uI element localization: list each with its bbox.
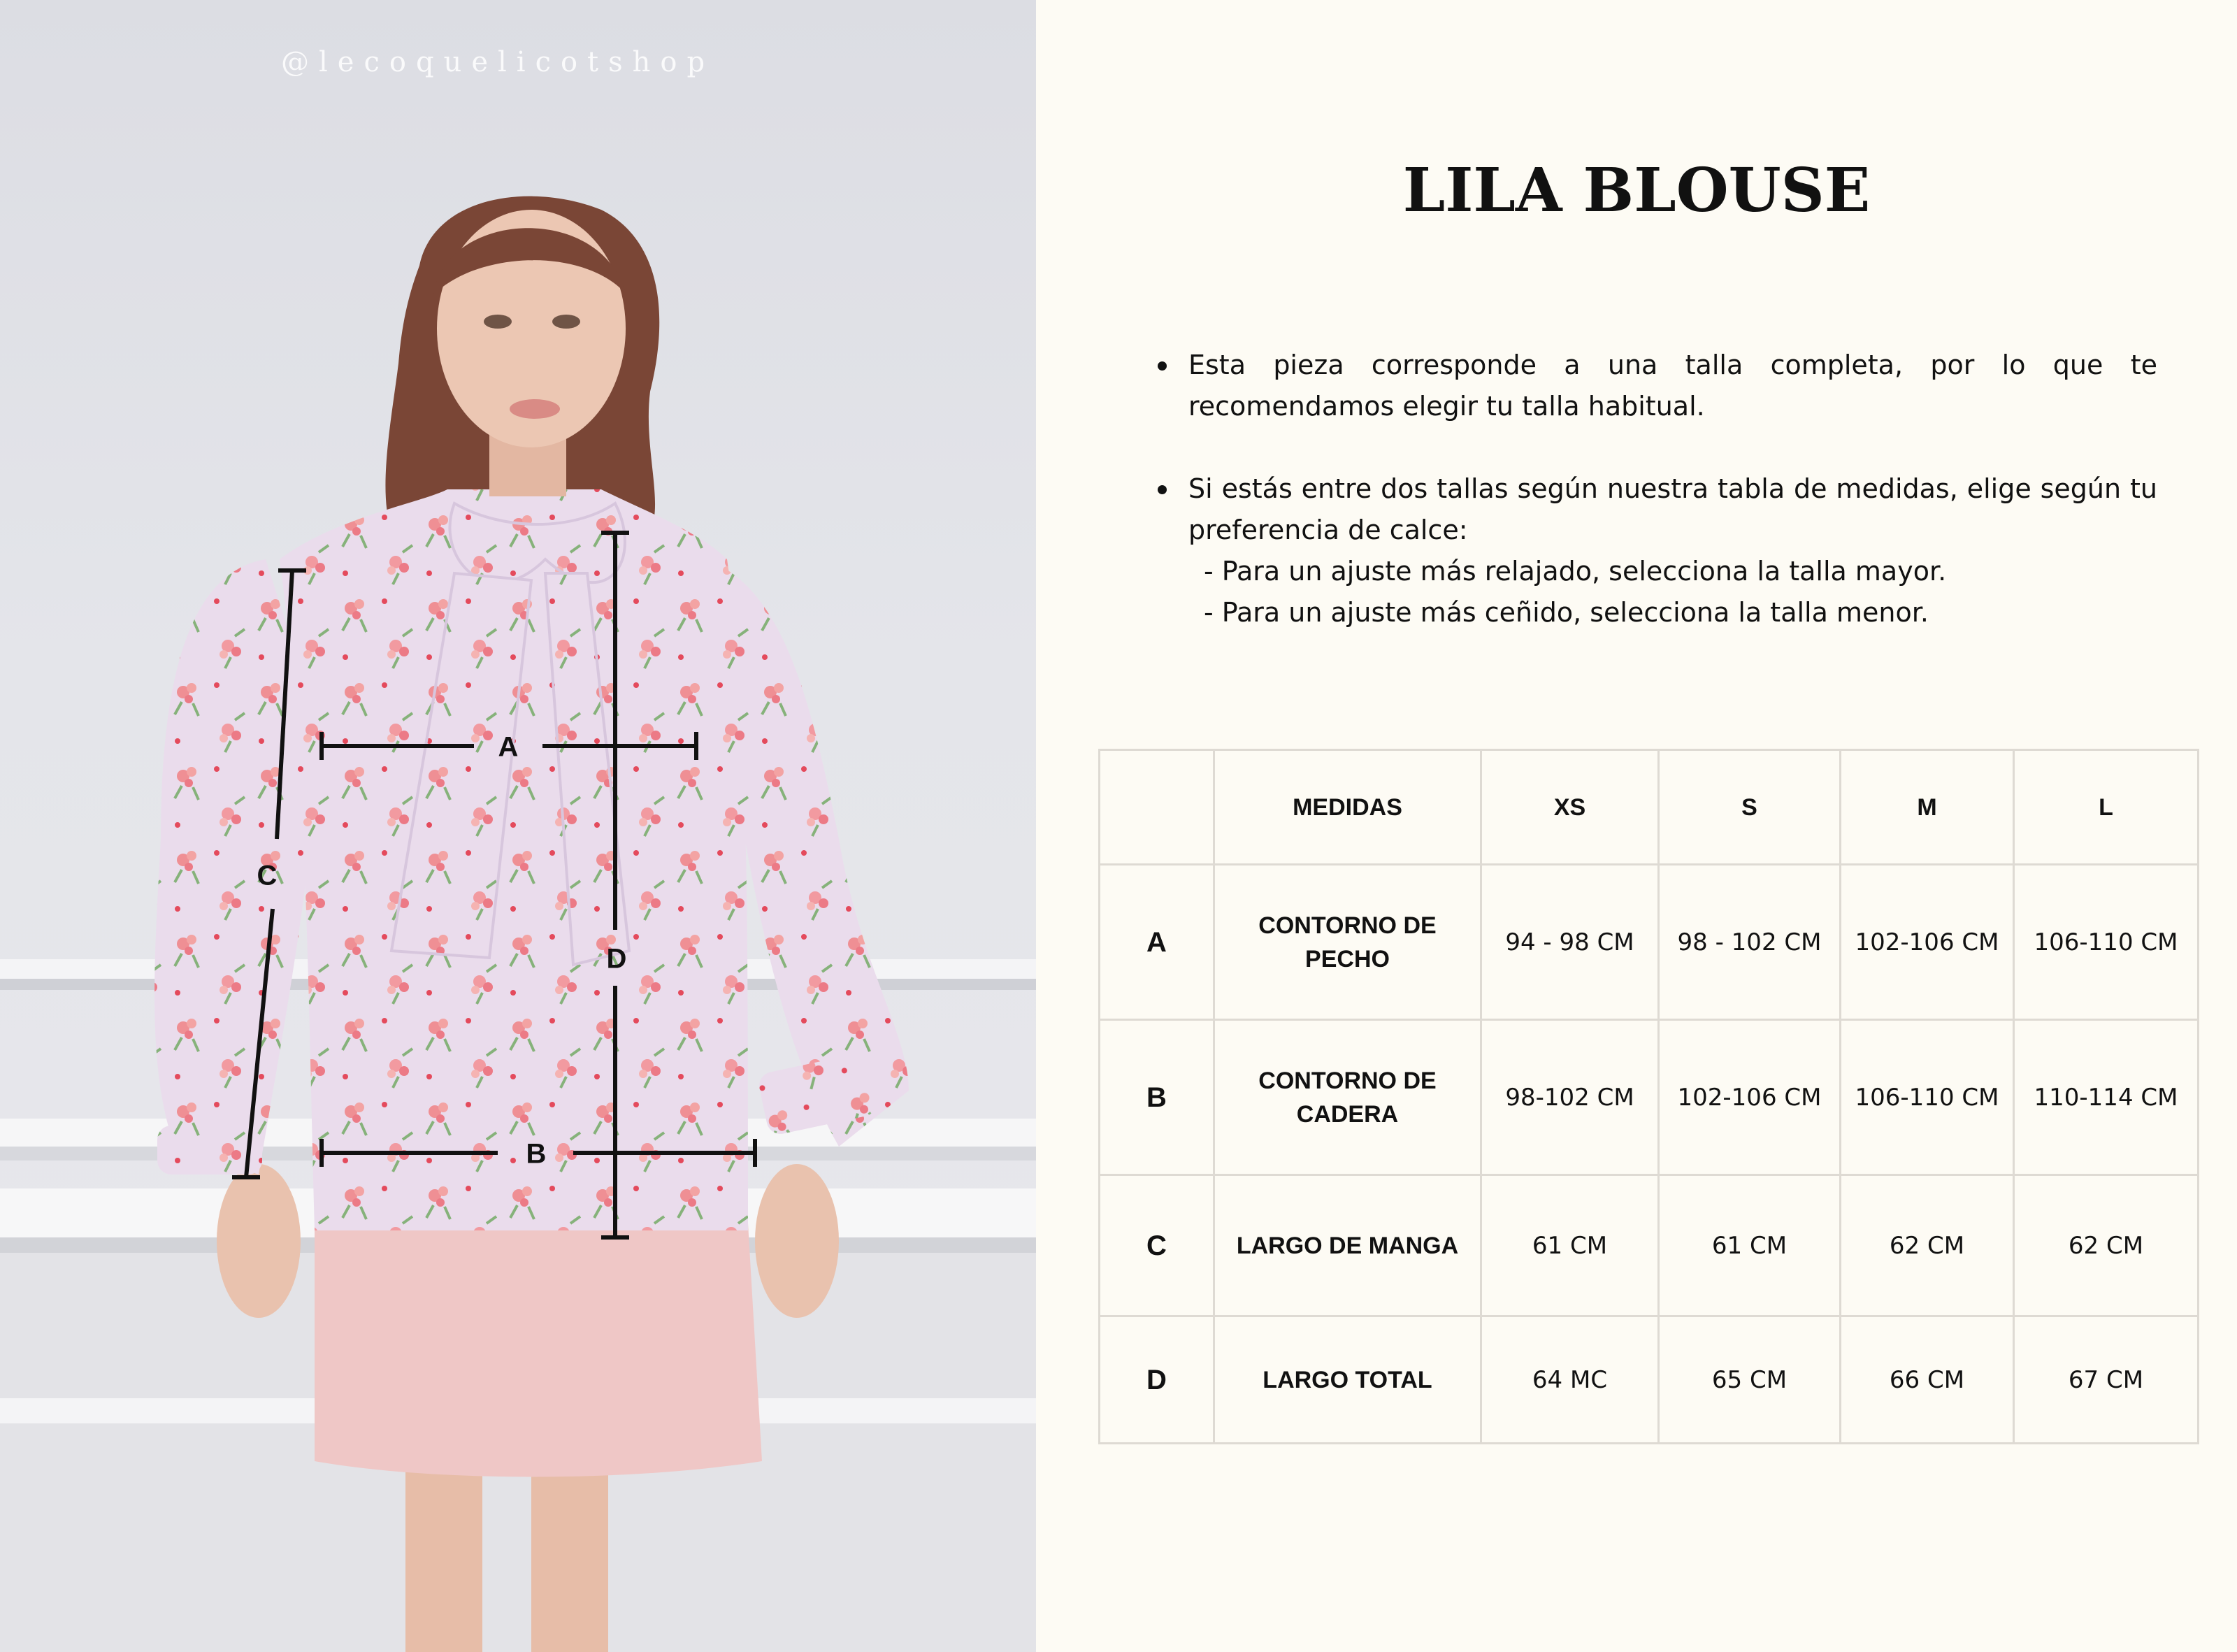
table-row xyxy=(1100,1020,2199,1175)
header-size-s: S xyxy=(1659,750,1841,865)
row-letter: C xyxy=(1100,1175,1214,1316)
header-size-m: M xyxy=(1841,750,2014,865)
watermark-handle: @lecoquelicotshop xyxy=(281,46,715,78)
table-row xyxy=(1100,1175,2199,1316)
product-title: LILA BLOUSE xyxy=(1402,155,1871,226)
value-m: 102-106 CM xyxy=(1841,865,2014,1020)
value-xs: 98-102 CM xyxy=(1481,1020,1659,1175)
measure-label-b: B xyxy=(526,1138,547,1170)
measure-name: CONTORNO DE PECHO xyxy=(1214,865,1481,1020)
value-xs: 61 CM xyxy=(1481,1175,1659,1316)
value-s: 98 - 102 CM xyxy=(1659,865,1841,1020)
row-letter: B xyxy=(1100,1020,1214,1175)
value-s: 61 CM xyxy=(1659,1175,1841,1316)
measure-label-d: D xyxy=(606,943,627,975)
note-sub-1: - Para un ajuste más relajado, selecciona la talla mayor. xyxy=(1204,556,1947,587)
model-photo xyxy=(0,0,1036,1652)
measure-label-a: A xyxy=(498,731,519,763)
note-sub-2: - Para un ajuste más ceñido, selecciona la talla menor. xyxy=(1204,597,1929,628)
bullet-dot-icon xyxy=(1158,361,1167,371)
header-measure: MEDIDAS xyxy=(1214,750,1481,865)
note-text-2: Si estás entre dos tallas según nuestra tabla de medidas, elige según tu preferencia de calce: xyxy=(1188,473,2157,545)
measure-label-c: C xyxy=(257,860,278,891)
bullet-dot-icon xyxy=(1158,485,1167,494)
value-xs: 64 MC xyxy=(1481,1316,1659,1444)
header-size-l: L xyxy=(2014,750,2199,865)
value-m: 106-110 CM xyxy=(1841,1020,2014,1175)
table-header-row xyxy=(1100,750,2199,865)
value-l: 67 CM xyxy=(2014,1316,2199,1444)
value-l: 62 CM xyxy=(2014,1175,2199,1316)
table-row xyxy=(1100,1316,2199,1444)
value-xs: 94 - 98 CM xyxy=(1481,865,1659,1020)
model-illustration xyxy=(0,0,1036,1652)
corner-cell xyxy=(1100,750,1214,865)
header-size-xs: XS xyxy=(1481,750,1659,865)
fit-notes xyxy=(1158,345,2157,633)
note-text-1: Esta pieza corresponde a una talla completa, por lo que te recomendamos elegir tu talla habitual. xyxy=(1188,350,2157,422)
skirt xyxy=(315,1223,762,1477)
value-s: 65 CM xyxy=(1659,1316,1841,1444)
value-l: 106-110 CM xyxy=(2014,865,2199,1020)
measure-name: LARGO DE MANGA xyxy=(1214,1175,1481,1316)
value-s: 102-106 CM xyxy=(1659,1020,1841,1175)
table-row xyxy=(1100,865,2199,1020)
value-l: 110-114 CM xyxy=(2014,1020,2199,1175)
value-m: 66 CM xyxy=(1841,1316,2014,1444)
row-letter: A xyxy=(1100,865,1214,1020)
note-bullet xyxy=(1158,345,2157,427)
measure-name: CONTORNO DE CADERA xyxy=(1214,1020,1481,1175)
note-bullet xyxy=(1158,468,2157,551)
measure-name: LARGO TOTAL xyxy=(1214,1316,1481,1444)
row-letter: D xyxy=(1100,1316,1214,1444)
size-table xyxy=(1098,749,2199,1444)
value-m: 62 CM xyxy=(1841,1175,2014,1316)
